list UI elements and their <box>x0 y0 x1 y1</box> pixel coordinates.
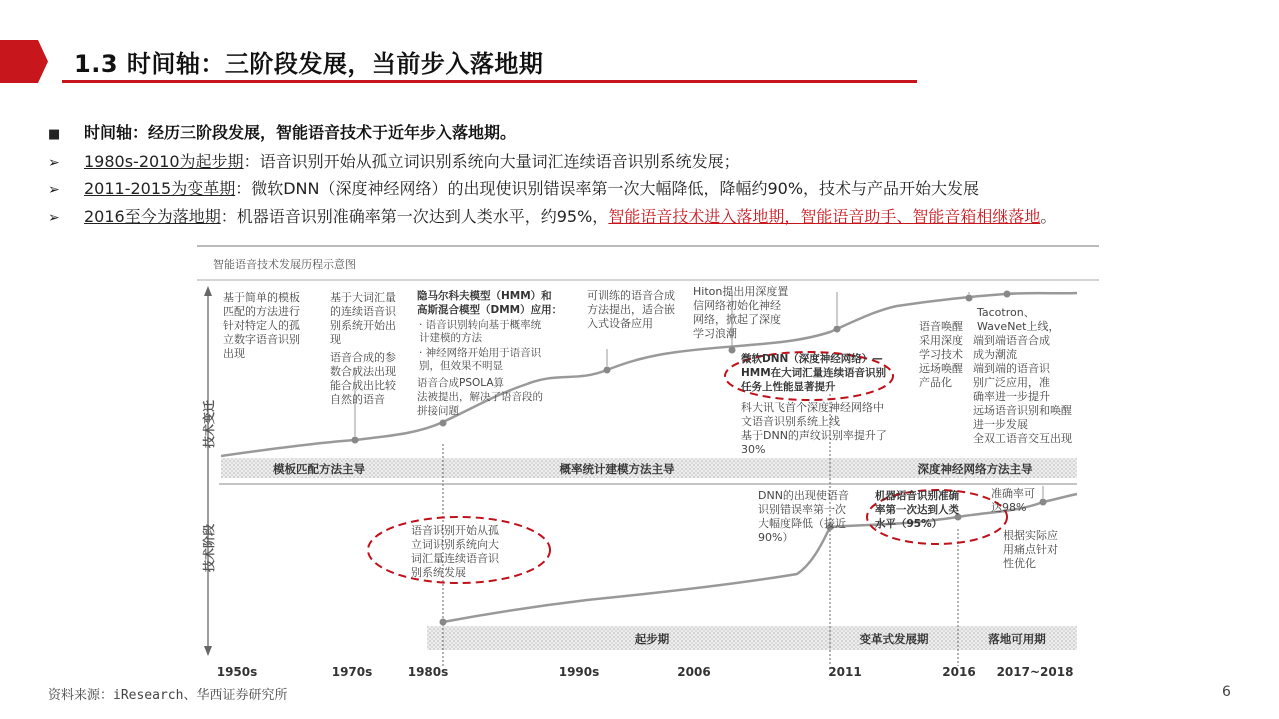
band-label: 落地可用期 <box>988 632 1046 646</box>
timeline-point <box>440 619 447 626</box>
timeline-point <box>352 437 359 444</box>
band-label: 模板匹配方法主导 <box>273 462 365 476</box>
bullet-item <box>48 149 1248 177</box>
note-dnn-error: DNN的出现使语音 识别错误率第一次 大幅度降低（接近 90%） <box>758 489 849 544</box>
band-label: 概率统计建模方法主导 <box>559 462 675 476</box>
band-label: 变革式发展期 <box>859 632 929 646</box>
bullet-highlight: 智能语音技术进入落地期，智能语音助手、智能音箱相继落地 <box>608 206 1041 226</box>
band-label: 起步期 <box>634 632 670 646</box>
arrow-bullet-icon: ➢ <box>48 182 60 198</box>
year-label: 2006 <box>677 665 711 679</box>
bullet-main <box>48 120 1248 149</box>
square-bullet-icon: ■ <box>48 127 61 142</box>
timeline-point <box>1040 499 1047 506</box>
note-dnn-circle: 微软DNN（深度神经网络）— HMM在大词汇量连续语音识别 任务上性能显著提升 <box>741 353 887 393</box>
note-hmm-head: 隐马尔科夫模型（HMM）和 高斯混合模型（DMM）应用： <box>417 290 563 316</box>
note-iflytek: 科大讯飞首个深度神经网络中 文语音识别系统上线 基于DNN的声纹识别率提升了 30% <box>741 401 887 456</box>
bullet-main-text: 时间轴：经历三阶段发展，智能语音技术于近年步入落地期。 <box>84 123 517 142</box>
note-wakeup: 语音唤醒 采用深度 学习技术 远场唤醒 产品化 <box>919 320 963 389</box>
timeline-point <box>729 347 736 354</box>
arrow-bullet-icon: ➢ <box>48 154 60 171</box>
band-label: 深度神经网络方法主导 <box>917 462 1033 476</box>
band-start <box>427 626 830 650</box>
note-human-level: 机器语音识别准确 率第一次达到人类 水平（95%） <box>875 490 959 530</box>
arrow-bullet-icon: ➢ <box>48 209 60 226</box>
header-accent-tab <box>0 40 48 83</box>
note-optimize: 根据实际应 用痛点针对 性优化 <box>1003 529 1058 570</box>
timeline-point <box>1004 291 1011 298</box>
year-label: 1980s <box>407 665 449 679</box>
timeline-diagram <box>197 244 1099 682</box>
year-label: 2017~2018 <box>996 665 1074 679</box>
year-label: 1950s <box>216 665 258 679</box>
year-label: 2011 <box>828 665 862 679</box>
note-continuous: 基于大词汇量 的连续语音识 别系统开始出 现 语音合成的参 数合成法出现 能合成出比较 自然的语音 <box>330 291 396 406</box>
bullet-item <box>48 204 1248 232</box>
bullet-text: ：机器语音识别准确率第一次达到人类水平，约95%， <box>220 206 609 226</box>
note-98: 准确率可 达98% <box>991 487 1035 514</box>
bullet-end: 。 <box>1040 206 1057 226</box>
y-axis-upper-label: 技术变迁 <box>202 399 216 449</box>
timeline-figure <box>197 244 1099 682</box>
year-label: 1970s <box>331 665 373 679</box>
timeline-point <box>834 326 841 333</box>
note-template: 基于简单的模板 匹配的方法进行 针对特定人的孤 立数字语音识别 出现 <box>223 291 300 360</box>
source-note: 资料来源：iResearch、华西证券研究所 <box>48 688 288 703</box>
timeline-point <box>604 367 611 374</box>
slide-title: 1.3 时间轴：三阶段发展，当前步入落地期 <box>74 50 544 78</box>
note-start: 语音识别开始从孤 立词识别系统向大 词汇量连续语音识 别系统发展 <box>411 524 499 579</box>
title-underline <box>62 80 917 83</box>
bullet-text: ：语音识别开始从孤立词识别系统向大量词汇连续语音识别系统发展； <box>243 151 740 171</box>
bullet-item <box>48 176 1248 204</box>
year-label: 1990s <box>558 665 600 679</box>
note-tacotron: Tacotron、 WaveNet上线， 端到端语音合成 成为潮流 端到端的语音识 别广泛应用，准 确率进一步提升 远场语音识别和唤醒 进一步发展 全双工语音交互出现 <box>973 306 1072 445</box>
note-hinton: Hiton提出用深度置 信网络初始化神经 网络，掀起了深度 学习浪潮 <box>693 285 789 340</box>
bullet-list <box>48 120 1248 231</box>
y-axis-lower-label: 技术阶段 <box>202 523 216 573</box>
year-label: 2016 <box>942 665 976 679</box>
page-number: 6 <box>1222 684 1231 700</box>
note-hmm-body: · 语音识别转向基于概率统 计建模的方法 · 神经网络开始用于语音识 别，但效果不明显 语音合成PSOLA算 法被提出，解决了语音段的 拼接问题 <box>417 319 543 417</box>
bullet-label: 1980s-2010为起步期 <box>84 151 244 171</box>
timeline-point <box>966 295 973 302</box>
bullet-text: ：微软DNN（深度神经网络）的出现使识别错误率第一次大幅降低，降幅约90%，技术与产品开始大发展 <box>235 179 980 198</box>
note-trainable: 可训练的语音合成 方法提出，适合嵌 入式设备应用 <box>587 289 675 330</box>
timeline-point <box>440 420 447 427</box>
bullet-label: 2011-2015为变革期 <box>84 179 236 198</box>
figure-title: 智能语音技术发展历程示意图 <box>213 258 356 271</box>
bullet-label: 2016至今为落地期 <box>84 206 221 226</box>
